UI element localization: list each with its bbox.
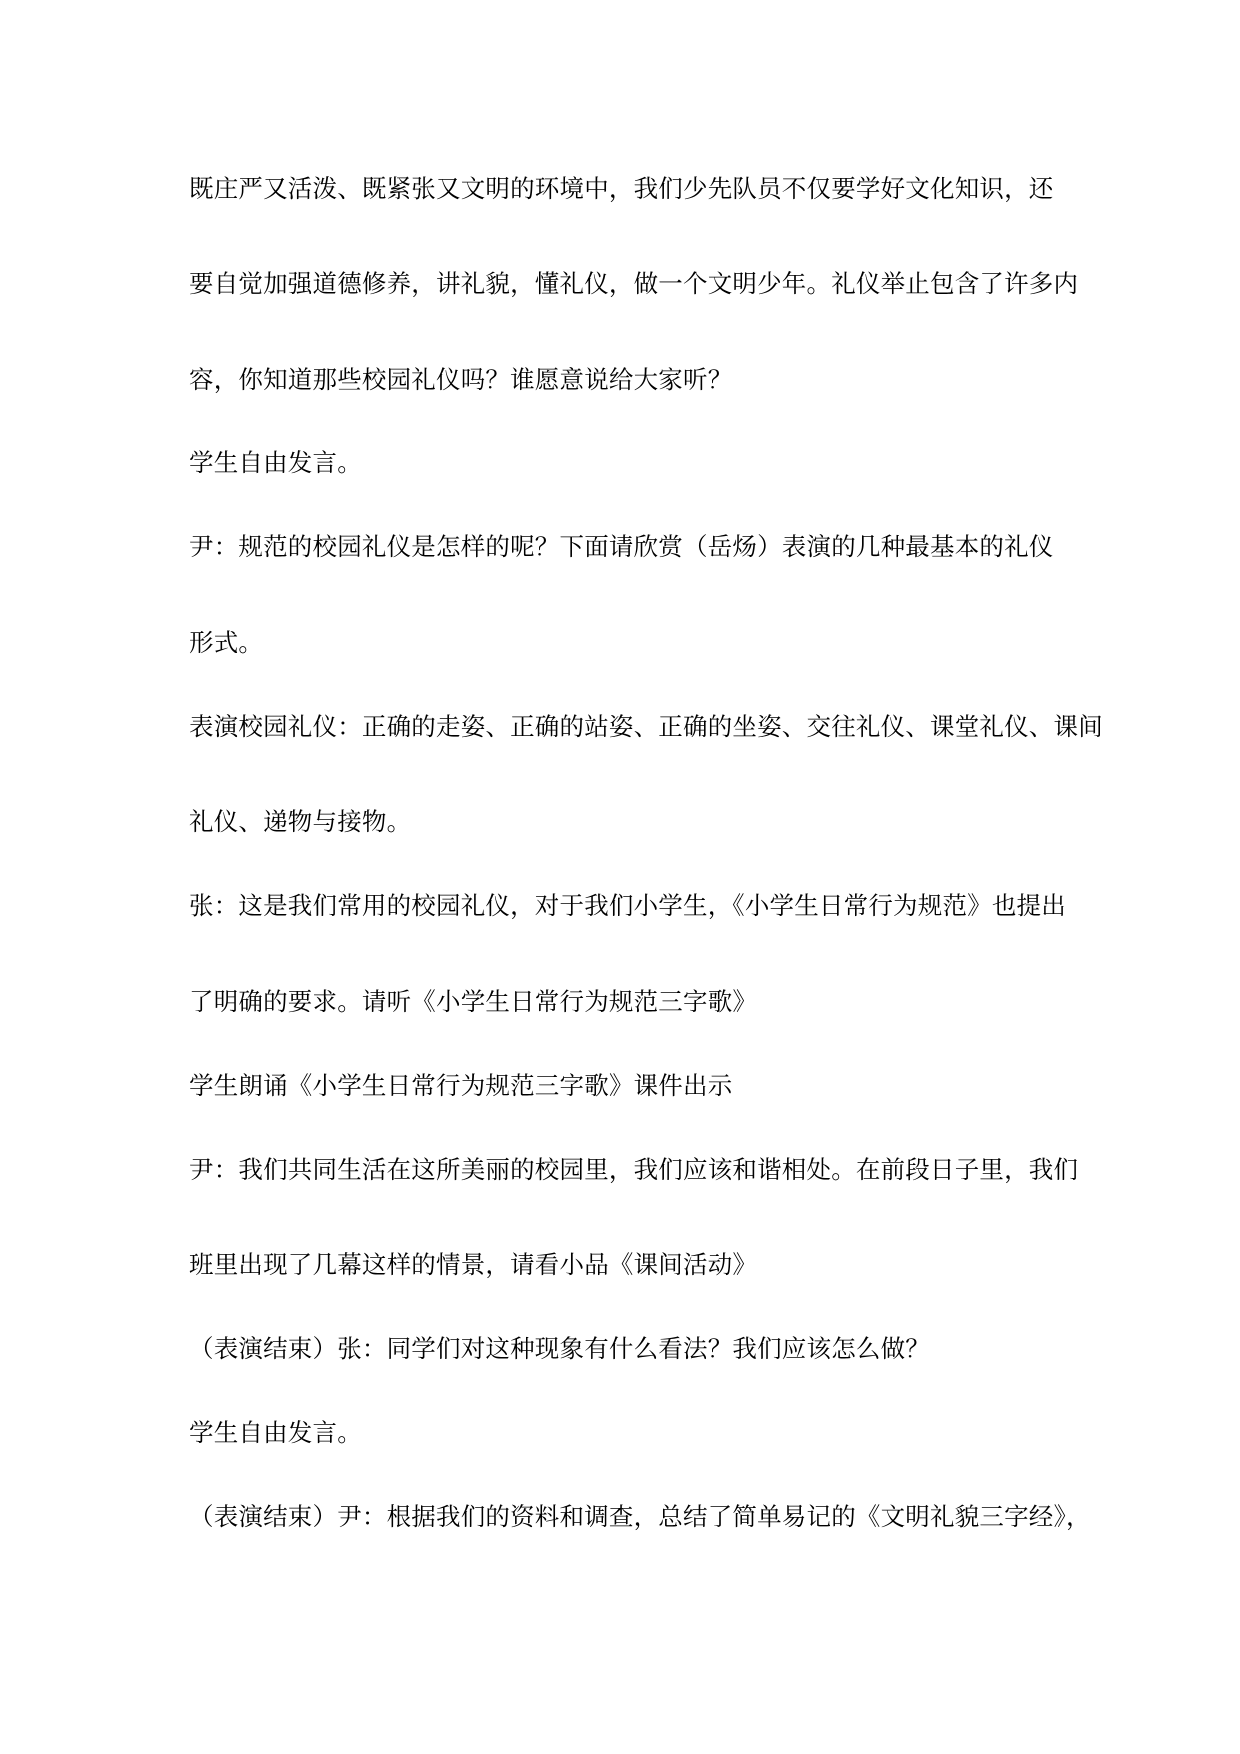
text-line: 尹：我们共同生活在这所美丽的校园里，我们应该和谐相处。在前段日子里，我们 — [189, 1155, 1079, 1184]
text-line: 要自觉加强道德修养，讲礼貌，懂礼仪，做一个文明少年。礼仪举止包含了许多内 — [189, 269, 1079, 298]
text-line: 形式。 — [189, 628, 264, 657]
text-line: 尹：规范的校园礼仪是怎样的呢？下面请欣赏（岳炀）表演的几种最基本的礼仪 — [189, 532, 1054, 561]
text-line: （表演结束）张：同学们对这种现象有什么看法？我们应该怎么做？ — [189, 1334, 930, 1363]
text-line: 班里出现了几幕这样的情景，请看小品《课间活动》 — [189, 1250, 758, 1279]
text-line: 礼仪、递物与接物。 — [189, 807, 412, 836]
text-line: （表演结束）尹：根据我们的资料和调查，总结了简单易记的《文明礼貌三字经》， — [189, 1502, 1091, 1531]
text-line: 学生朗诵《小学生日常行为规范三字歌》课件出示 — [189, 1071, 733, 1100]
text-line: 学生自由发言。 — [189, 1418, 362, 1447]
text-line: 容，你知道那些校园礼仪吗？谁愿意说给大家听？ — [189, 365, 733, 394]
text-line: 表演校园礼仪：正确的走姿、正确的站姿、正确的坐姿、交往礼仪、课堂礼仪、课间 — [189, 712, 1103, 741]
text-line: 既庄严又活泼、既紧张又文明的环境中，我们少先队员不仅要学好文化知识，还 — [189, 174, 1054, 203]
text-line: 张：这是我们常用的校园礼仪，对于我们小学生，《小学生日常行为规范》也提出 — [189, 891, 1066, 920]
text-line: 了明确的要求。请听《小学生日常行为规范三字歌》 — [189, 987, 758, 1016]
text-line: 学生自由发言。 — [189, 448, 362, 477]
